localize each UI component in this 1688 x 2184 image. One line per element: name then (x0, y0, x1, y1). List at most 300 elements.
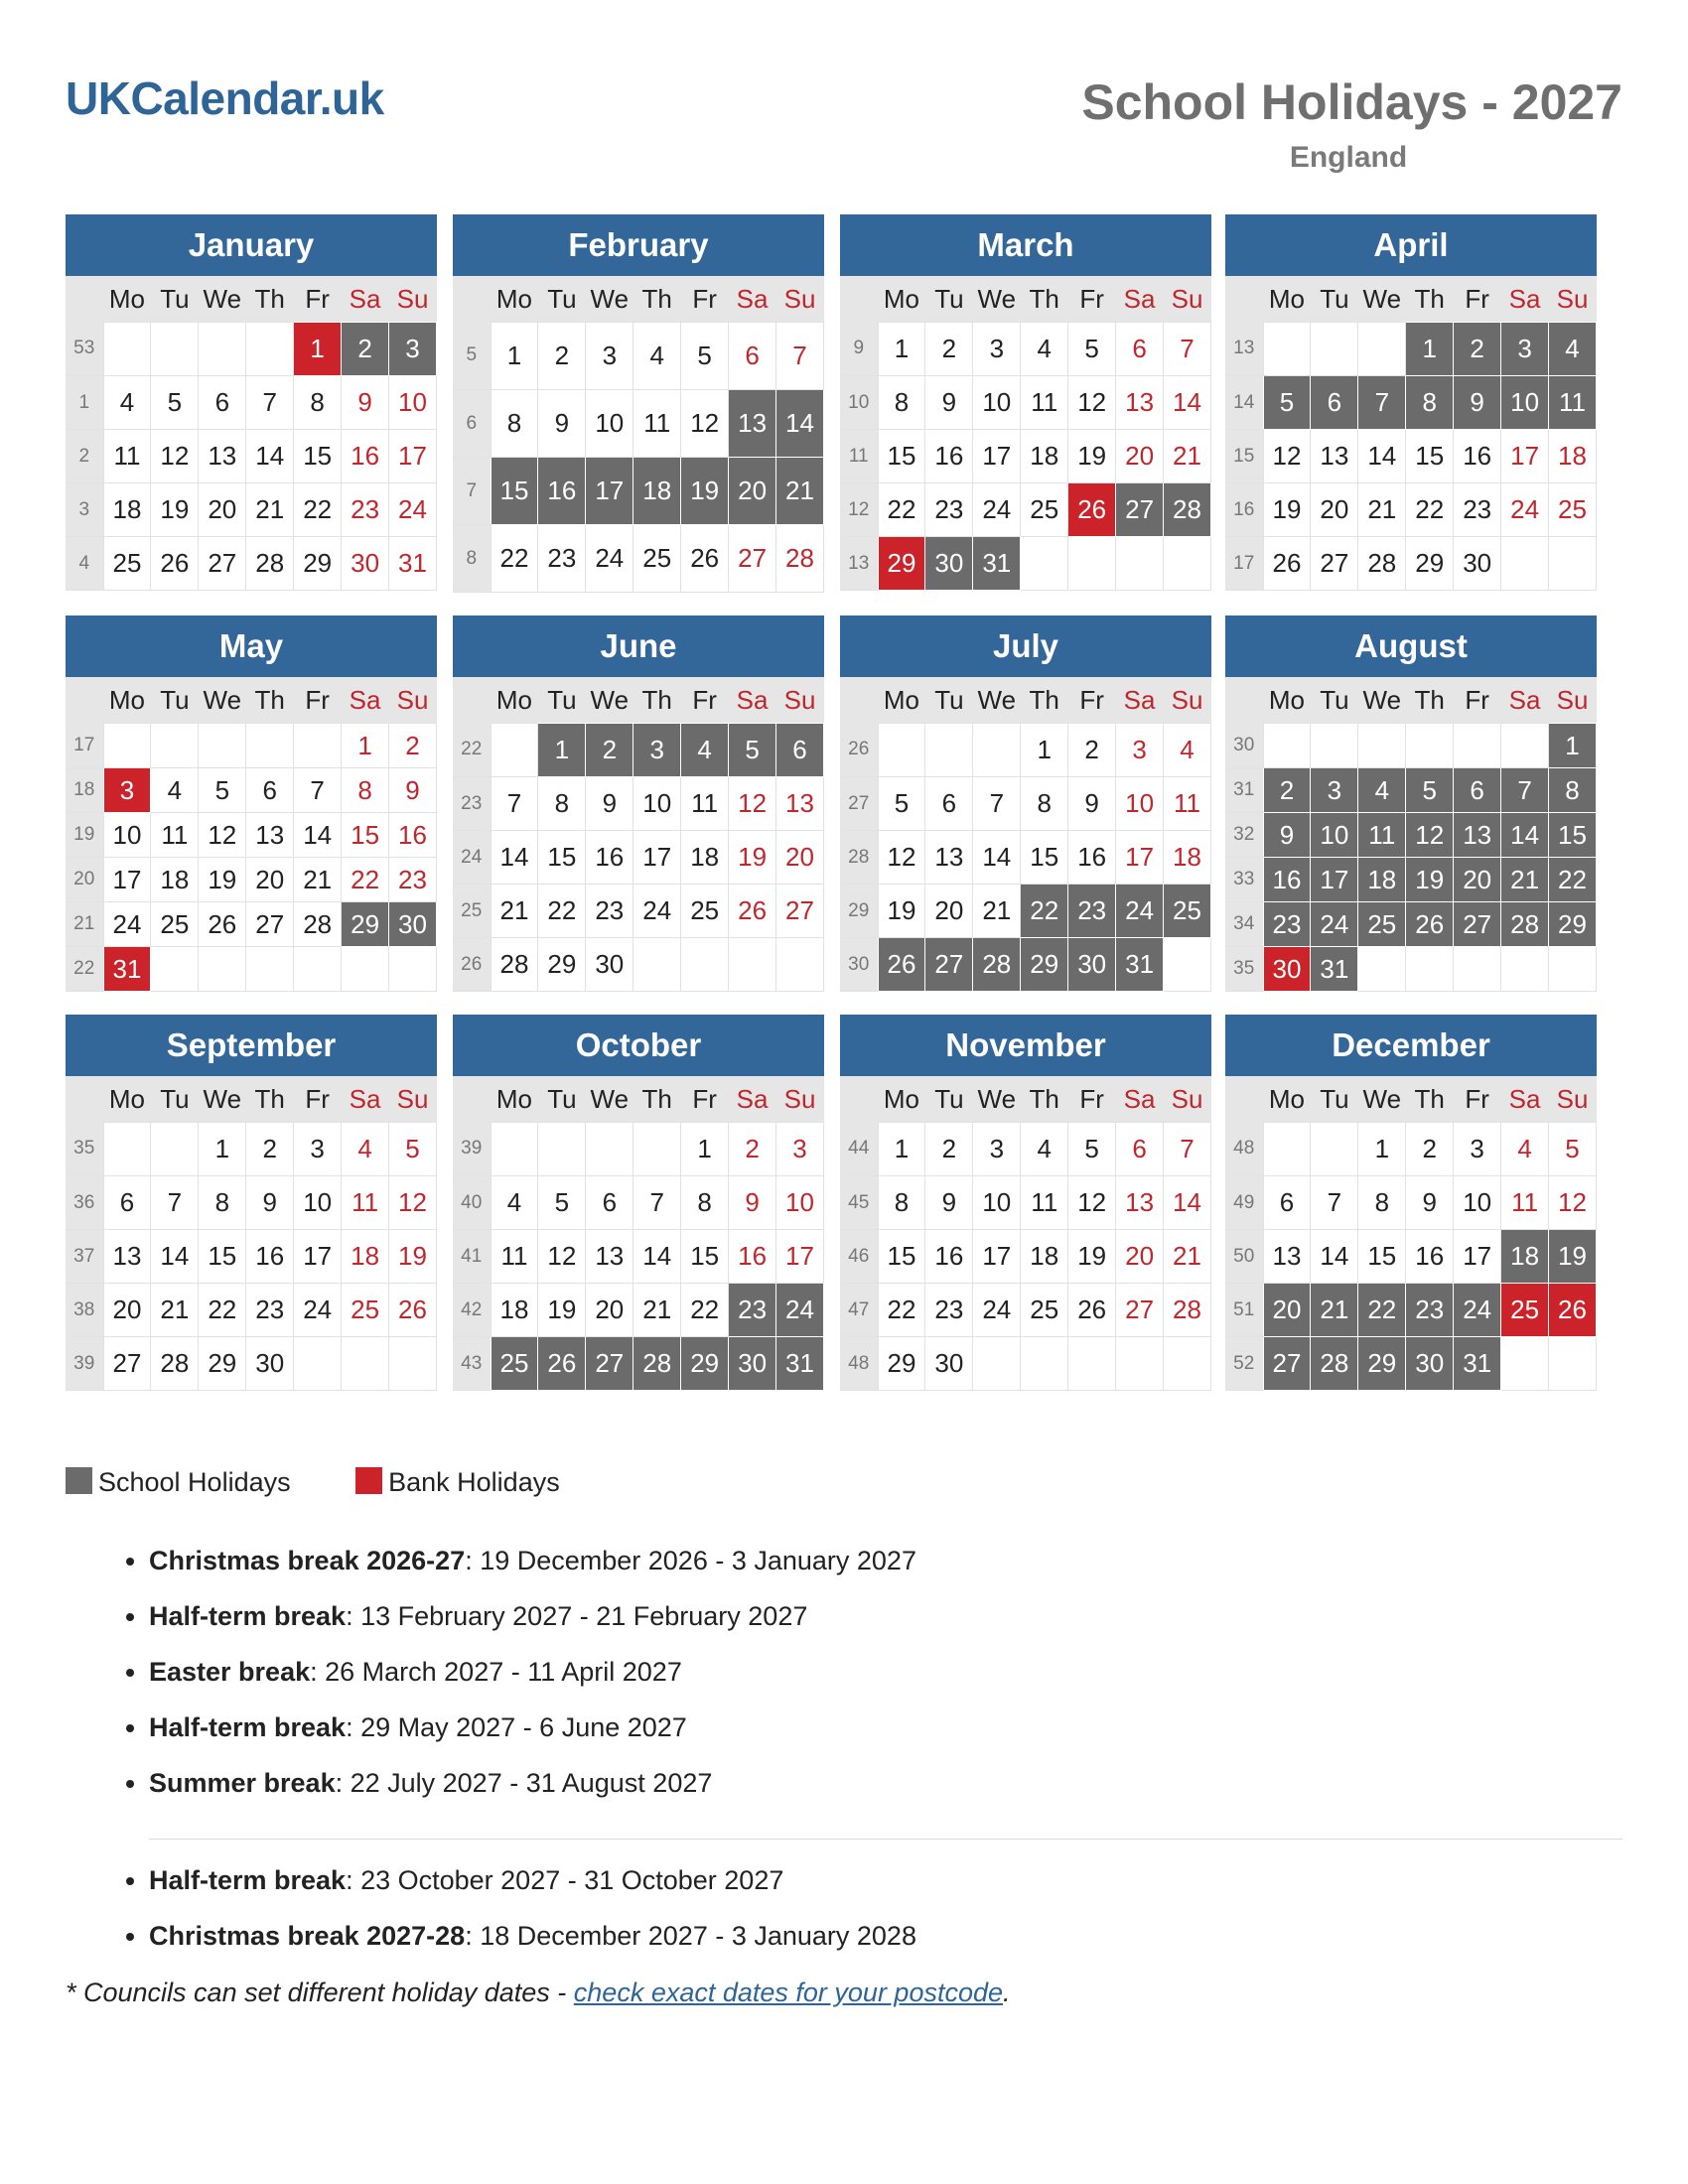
month-title: May (66, 615, 437, 677)
weekday-header: Sa (729, 677, 776, 724)
day-cell: 8 (1549, 768, 1597, 813)
week-number: 17 (66, 724, 103, 768)
site-logo[interactable]: UKCalendar.uk (66, 72, 384, 124)
page-title: School Holidays - 2027 (1081, 74, 1622, 130)
day-cell: 19 (1263, 483, 1311, 537)
day-cell: 2 (246, 1123, 294, 1176)
empty-cell (491, 1123, 538, 1176)
weekday-header: Su (776, 677, 824, 724)
day-cell: 19 (681, 458, 729, 525)
day-cell: 10 (1454, 1176, 1501, 1230)
week-number-header (1225, 276, 1263, 323)
page-subtitle: England (1289, 141, 1408, 174)
day-cell: 18 (1021, 430, 1068, 483)
week-row (1225, 376, 1597, 430)
empty-cell (1549, 947, 1597, 992)
day-cell: 24 (389, 483, 437, 537)
day-cell: 1 (878, 1123, 925, 1176)
week-number: 50 (1225, 1230, 1263, 1284)
day-cell: 22 (491, 525, 538, 593)
day-cell: 16 (925, 430, 973, 483)
week-number: 22 (66, 947, 103, 992)
day-cell: 27 (729, 525, 776, 593)
week-number: 23 (453, 777, 491, 831)
day-cell: 3 (1116, 724, 1164, 777)
day-cell: 7 (1358, 376, 1406, 430)
day-cell: 20 (1454, 858, 1501, 902)
week-number: 45 (840, 1176, 878, 1230)
week-number-header (66, 677, 103, 724)
week-number: 27 (840, 777, 878, 831)
week-number: 5 (453, 323, 491, 390)
week-row (66, 947, 437, 992)
day-cell: 1 (1549, 724, 1597, 768)
week-row (453, 525, 824, 593)
day-cell: 9 (925, 376, 973, 430)
weekday-header: We (1358, 1076, 1406, 1123)
day-cell: 22 (681, 1284, 729, 1337)
day-cell: 21 (973, 885, 1021, 938)
weekday-header: Fr (1068, 1076, 1116, 1123)
day-cell: 24 (973, 1284, 1021, 1337)
day-cell: 25 (1021, 1284, 1068, 1337)
day-cell: 13 (1263, 1230, 1311, 1284)
week-number: 25 (453, 885, 491, 938)
weekday-header: Fr (294, 677, 342, 724)
week-row (1225, 1123, 1597, 1176)
day-cell: 24 (586, 525, 633, 593)
break-name: Easter break (149, 1657, 311, 1687)
day-cell: 8 (199, 1176, 246, 1230)
break-item (149, 1588, 916, 1644)
weekday-header: Su (1164, 677, 1211, 724)
weekday-header: Sa (1116, 1076, 1164, 1123)
empty-cell (538, 1123, 586, 1176)
day-cell: 31 (1311, 947, 1358, 992)
day-cell: 4 (1021, 323, 1068, 376)
day-cell: 18 (103, 483, 151, 537)
day-cell: 30 (246, 1337, 294, 1391)
day-cell: 27 (199, 537, 246, 591)
day-cell: 3 (776, 1123, 824, 1176)
day-cell: 13 (246, 813, 294, 858)
empty-cell (1501, 724, 1549, 768)
day-cell: 20 (246, 858, 294, 902)
week-number: 22 (453, 724, 491, 777)
break-dates: : 23 October 2027 - 31 October 2027 (346, 1865, 784, 1895)
day-cell: 10 (1501, 376, 1549, 430)
day-cell: 3 (1454, 1123, 1501, 1176)
day-cell: 24 (1501, 483, 1549, 537)
day-cell: 19 (199, 858, 246, 902)
day-cell: 17 (586, 458, 633, 525)
day-cell: 23 (925, 483, 973, 537)
day-cell: 22 (342, 858, 389, 902)
day-cell: 2 (389, 724, 437, 768)
day-cell: 12 (1068, 376, 1116, 430)
day-cell: 8 (878, 1176, 925, 1230)
note-suffix: . (1003, 1978, 1011, 2007)
empty-cell (1021, 1337, 1068, 1391)
day-cell: 14 (1501, 813, 1549, 858)
day-cell: 13 (199, 430, 246, 483)
day-cell: 15 (1406, 430, 1454, 483)
day-cell: 15 (1021, 831, 1068, 885)
day-cell: 18 (1164, 831, 1211, 885)
week-row (840, 1230, 1211, 1284)
week-row (1225, 1284, 1597, 1337)
day-cell: 6 (199, 376, 246, 430)
day-cell: 9 (342, 376, 389, 430)
empty-cell (1311, 724, 1358, 768)
day-cell: 17 (973, 1230, 1021, 1284)
weekday-header: Su (1549, 1076, 1597, 1123)
day-cell: 19 (1068, 430, 1116, 483)
day-cell: 10 (1116, 777, 1164, 831)
day-cell: 2 (342, 323, 389, 376)
week-row (66, 483, 437, 537)
day-cell: 20 (729, 458, 776, 525)
week-number: 49 (1225, 1176, 1263, 1230)
day-cell: 28 (1311, 1337, 1358, 1391)
day-cell: 18 (633, 458, 681, 525)
day-cell: 1 (1406, 323, 1454, 376)
day-cell: 20 (1116, 1230, 1164, 1284)
day-cell: 6 (1454, 768, 1501, 813)
day-cell: 20 (586, 1284, 633, 1337)
weekday-header: We (586, 677, 633, 724)
month-grid (453, 677, 824, 992)
day-cell: 27 (925, 938, 973, 992)
day-cell: 14 (633, 1230, 681, 1284)
week-row (453, 1230, 824, 1284)
week-number: 33 (1225, 858, 1263, 902)
break-item (149, 1908, 916, 1964)
day-cell: 7 (246, 376, 294, 430)
empty-cell (389, 947, 437, 992)
month-title: January (66, 214, 437, 276)
day-cell: 3 (1501, 323, 1549, 376)
day-cell: 3 (103, 768, 151, 813)
day-cell: 13 (103, 1230, 151, 1284)
day-cell: 5 (151, 376, 199, 430)
day-cell: 11 (1501, 1176, 1549, 1230)
week-number: 6 (453, 390, 491, 458)
weekday-header: Mo (103, 276, 151, 323)
day-cell: 7 (633, 1176, 681, 1230)
day-cell: 19 (878, 885, 925, 938)
day-cell: 16 (1454, 430, 1501, 483)
day-cell: 17 (1311, 858, 1358, 902)
empty-cell (878, 724, 925, 777)
empty-cell (1068, 1337, 1116, 1391)
day-cell: 26 (199, 902, 246, 947)
weekday-header: Fr (1454, 677, 1501, 724)
month-grid (66, 677, 437, 992)
day-cell: 2 (538, 323, 586, 390)
weekday-header: Tu (151, 1076, 199, 1123)
day-cell: 17 (1116, 831, 1164, 885)
weekday-header: We (199, 276, 246, 323)
day-cell: 23 (1454, 483, 1501, 537)
day-cell: 28 (1164, 483, 1211, 537)
day-cell: 17 (1454, 1230, 1501, 1284)
week-row (66, 1230, 437, 1284)
day-cell: 3 (586, 323, 633, 390)
day-cell: 27 (586, 1337, 633, 1391)
day-cell: 14 (1164, 1176, 1211, 1230)
break-name: Half-term break (149, 1865, 347, 1895)
day-cell: 28 (973, 938, 1021, 992)
day-cell: 5 (199, 768, 246, 813)
day-cell: 11 (1549, 376, 1597, 430)
day-cell: 26 (1068, 1284, 1116, 1337)
day-cell: 7 (776, 323, 824, 390)
empty-cell (729, 938, 776, 992)
weekday-header: Su (389, 276, 437, 323)
weekday-header: We (586, 276, 633, 323)
day-cell: 21 (633, 1284, 681, 1337)
day-cell: 22 (878, 483, 925, 537)
weekday-header: Sa (342, 677, 389, 724)
day-cell: 31 (103, 947, 151, 992)
week-row (1225, 813, 1597, 858)
week-number: 19 (66, 813, 103, 858)
day-cell: 26 (1406, 902, 1454, 947)
day-cell: 28 (151, 1337, 199, 1391)
empty-cell (1501, 1337, 1549, 1391)
break-name: Christmas break 2027-28 (149, 1921, 466, 1951)
day-cell: 22 (878, 1284, 925, 1337)
week-number: 40 (453, 1176, 491, 1230)
postcode-link[interactable]: check exact dates for your postcode (573, 1978, 1004, 2007)
day-cell: 9 (586, 777, 633, 831)
day-cell: 4 (1549, 323, 1597, 376)
day-cell: 18 (1501, 1230, 1549, 1284)
month-title: July (840, 615, 1211, 677)
day-cell: 2 (586, 724, 633, 777)
week-number: 3 (66, 483, 103, 537)
weekday-header: Th (246, 276, 294, 323)
weekday-header: Th (633, 677, 681, 724)
month-november (840, 1015, 1211, 1391)
weekday-header: Tu (925, 677, 973, 724)
day-cell: 9 (246, 1176, 294, 1230)
day-cell: 5 (389, 1123, 437, 1176)
break-dates: : 26 March 2027 - 11 April 2027 (310, 1657, 682, 1687)
month-grid (66, 276, 437, 591)
week-row (840, 1284, 1211, 1337)
week-number: 42 (453, 1284, 491, 1337)
day-cell: 2 (1406, 1123, 1454, 1176)
day-cell: 30 (1068, 938, 1116, 992)
break-list-primary (66, 1533, 916, 1811)
day-cell: 5 (1068, 1123, 1116, 1176)
week-row (453, 390, 824, 458)
day-cell: 4 (1358, 768, 1406, 813)
day-cell: 22 (294, 483, 342, 537)
day-cell: 21 (1164, 1230, 1211, 1284)
day-cell: 27 (1454, 902, 1501, 947)
day-cell: 16 (729, 1230, 776, 1284)
day-cell: 30 (586, 938, 633, 992)
month-grid (840, 677, 1211, 992)
week-row (840, 777, 1211, 831)
legend-item-school (66, 1467, 291, 1498)
empty-cell (103, 323, 151, 376)
day-cell: 21 (151, 1284, 199, 1337)
day-cell: 18 (681, 831, 729, 885)
week-number-header (840, 677, 878, 724)
empty-cell (633, 1123, 681, 1176)
legend (66, 1467, 618, 1498)
weekday-header: Sa (342, 276, 389, 323)
week-number: 48 (840, 1337, 878, 1391)
empty-cell (342, 947, 389, 992)
empty-cell (1263, 1123, 1311, 1176)
day-cell: 24 (103, 902, 151, 947)
day-cell: 21 (1164, 430, 1211, 483)
month-january (66, 214, 437, 591)
day-cell: 17 (103, 858, 151, 902)
week-number: 36 (66, 1176, 103, 1230)
day-cell: 10 (103, 813, 151, 858)
day-cell: 23 (925, 1284, 973, 1337)
day-cell: 14 (1164, 376, 1211, 430)
divider (149, 1839, 1622, 1840)
weekday-header: Tu (925, 1076, 973, 1123)
day-cell: 30 (925, 537, 973, 591)
week-number: 26 (840, 724, 878, 777)
day-cell: 17 (1501, 430, 1549, 483)
day-cell: 14 (246, 430, 294, 483)
weekday-header: Fr (681, 677, 729, 724)
week-number: 47 (840, 1284, 878, 1337)
day-cell: 12 (1549, 1176, 1597, 1230)
empty-cell (1454, 724, 1501, 768)
weekday-header: Mo (1263, 1076, 1311, 1123)
day-cell: 17 (389, 430, 437, 483)
week-row (1225, 483, 1597, 537)
break-name: Half-term break (149, 1712, 347, 1742)
week-row (1225, 947, 1597, 992)
day-cell: 8 (878, 376, 925, 430)
empty-cell (1164, 1337, 1211, 1391)
weekday-header: Th (1406, 677, 1454, 724)
day-cell: 26 (1549, 1284, 1597, 1337)
day-cell: 1 (681, 1123, 729, 1176)
month-title: February (453, 214, 824, 276)
day-cell: 6 (729, 323, 776, 390)
day-cell: 17 (973, 430, 1021, 483)
empty-cell (1311, 1123, 1358, 1176)
day-cell: 26 (878, 938, 925, 992)
day-cell: 28 (246, 537, 294, 591)
week-row (1225, 323, 1597, 376)
day-cell: 25 (491, 1337, 538, 1391)
day-cell: 31 (389, 537, 437, 591)
weekday-header: Fr (294, 276, 342, 323)
day-cell: 21 (1358, 483, 1406, 537)
week-number: 11 (840, 430, 878, 483)
week-number: 39 (453, 1123, 491, 1176)
day-cell: 8 (1406, 376, 1454, 430)
day-cell: 23 (1263, 902, 1311, 947)
weekday-header: Su (776, 276, 824, 323)
day-cell: 15 (294, 430, 342, 483)
break-item (149, 1755, 916, 1811)
day-cell: 5 (1068, 323, 1116, 376)
day-cell: 7 (973, 777, 1021, 831)
day-cell: 25 (633, 525, 681, 593)
bank-holiday-swatch (355, 1467, 382, 1494)
day-cell: 12 (151, 430, 199, 483)
month-grid (840, 276, 1211, 591)
weekday-header: Sa (729, 1076, 776, 1123)
day-cell: 18 (342, 1230, 389, 1284)
weekday-header: Mo (491, 677, 538, 724)
empty-cell (151, 724, 199, 768)
day-cell: 22 (199, 1284, 246, 1337)
day-cell: 29 (878, 1337, 925, 1391)
weekday-header: Sa (1501, 677, 1549, 724)
day-cell: 28 (1164, 1284, 1211, 1337)
week-number: 10 (840, 376, 878, 430)
weekday-header: Tu (151, 276, 199, 323)
day-cell: 16 (389, 813, 437, 858)
week-number: 30 (1225, 724, 1263, 768)
weekday-header: Mo (878, 1076, 925, 1123)
day-cell: 25 (681, 885, 729, 938)
empty-cell (1358, 724, 1406, 768)
break-dates: : 13 February 2027 - 21 February 2027 (346, 1601, 808, 1631)
day-cell: 19 (1406, 858, 1454, 902)
weekday-header: Mo (878, 276, 925, 323)
day-cell: 23 (729, 1284, 776, 1337)
day-cell: 4 (1164, 724, 1211, 777)
day-cell: 14 (294, 813, 342, 858)
day-cell: 27 (103, 1337, 151, 1391)
day-cell: 22 (1406, 483, 1454, 537)
week-number: 13 (1225, 323, 1263, 376)
day-cell: 30 (389, 902, 437, 947)
weekday-header: Sa (1501, 276, 1549, 323)
weekday-header: Th (1406, 276, 1454, 323)
day-cell: 13 (776, 777, 824, 831)
day-cell: 14 (973, 831, 1021, 885)
day-cell: 31 (973, 537, 1021, 591)
week-number: 13 (840, 537, 878, 591)
day-cell: 12 (681, 390, 729, 458)
day-cell: 29 (199, 1337, 246, 1391)
day-cell: 20 (776, 831, 824, 885)
day-cell: 12 (1263, 430, 1311, 483)
day-cell: 4 (1501, 1123, 1549, 1176)
day-cell: 1 (199, 1123, 246, 1176)
week-row (453, 777, 824, 831)
week-row (840, 323, 1211, 376)
break-name: Summer break (149, 1768, 336, 1798)
day-cell: 26 (1068, 483, 1116, 537)
day-cell: 17 (294, 1230, 342, 1284)
week-row (453, 831, 824, 885)
empty-cell (491, 724, 538, 777)
weekday-header: Fr (681, 276, 729, 323)
day-cell: 26 (151, 537, 199, 591)
day-cell: 7 (1164, 323, 1211, 376)
day-cell: 23 (342, 483, 389, 537)
day-cell: 10 (633, 777, 681, 831)
